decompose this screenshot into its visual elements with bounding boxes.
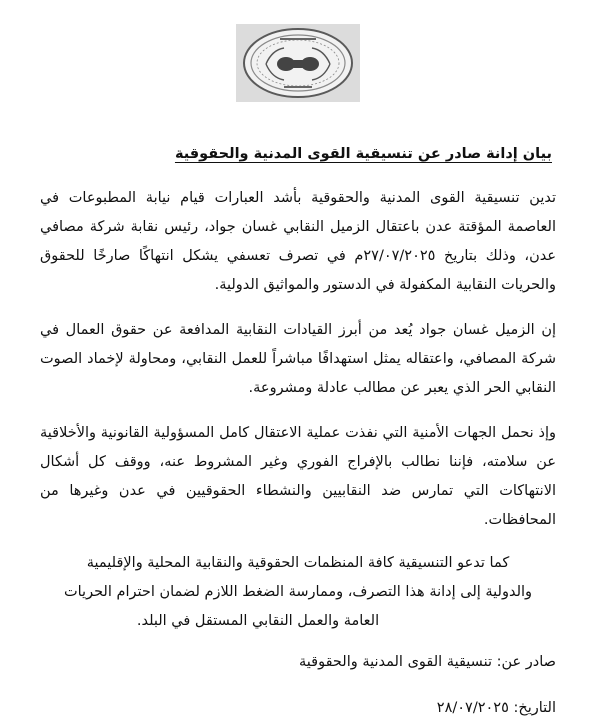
paragraph-call-to-organizations [40,549,556,636]
issuer-line: صادر عن: تنسيقية القوى المدنية والحقوقية [299,654,556,670]
closing-line: العامة والعمل النقابي المستقل في البلد. [136,613,380,629]
date-line: التاريخ: ٢٨/٠٧/٢٠٢٥ [436,700,556,716]
organization-logo [236,24,360,102]
paragraph-demands: وإذ نحمل الجهات الأمنية التي نفذت عملية الاعتقال كامل المسؤولية القانونية والأخلاقية عن سلامته، فإننا نطالب بالإفراج الفوري وغير المشروط عنه، ووقف كل أشكال الانتهاكات التي تمارس ضد النقابيين والنشطاء الحقوقيين في عدن وغيرها من المحافظات. [40,425,556,528]
paragraph-condemnation: تدين تنسيقية القوى المدنية والحقوقية بأشد العبارات قيام نيابة المطبوعات في العاصمة المؤقتة عدن باعتقال الزميل النقابي غسان جواد، رئيس نقابة شركة مصافي عدن، وذلك بتاريخ ٢٧/٠٧/٢٠٢٥م في تصرف تعسفي يشكل انتهاكًا صارخًا للحقوق والحريات النقابية المكفولة في الدستور والمواثيق الدولية. [40,190,556,293]
closing-line: كما تدعو التنسيقية كافة المنظمات الحقوقية والنقابية المحلية والإقليمية [86,555,510,571]
emblem-icon [236,24,360,102]
statement-title: بيان إدانة صادر عن تنسيقية القوى المدنية والحقوقية [174,146,552,162]
closing-line: والدولية إلى إدانة هذا التصرف، وممارسة الضغط اللازم لضمان احترام الحريات [63,584,533,600]
paragraph-about-colleague: إن الزميل غسان جواد يُعد من أبرز القيادات النقابية المدافعة عن حقوق العمال في شركة المصافي، واعتقاله يمثل استهدافًا مباشراً للعمل النقابي، ومحاولة لإخماد الصوت النقابي الحر الذي يعبر عن مطالب عادلة ومشروعة. [40,322,556,396]
